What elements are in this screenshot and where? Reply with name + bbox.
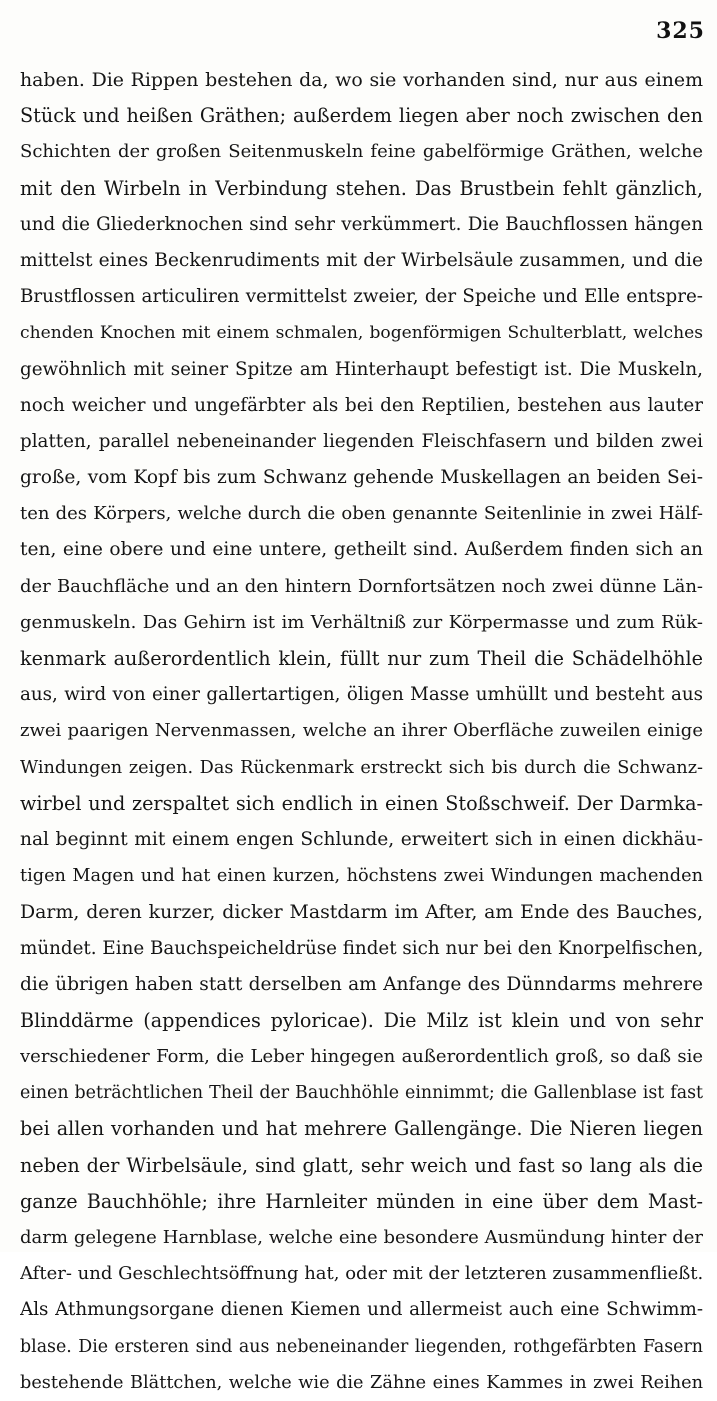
text-line: zwei paarigen Nervenmassen, welche an ihrer Oberfläche zuweilen einige (20, 720, 703, 742)
text-line: noch weicher und ungefärbter als bei den Reptilien, bestehen aus lauter (20, 394, 703, 416)
text-line: blase. Die ersteren sind aus nebeneinander liegenden, rothgefärbten Fasern (20, 1336, 703, 1357)
text-line: der Bauchfläche und an den hintern Dornfortsätzen noch zwei dünne Län- (20, 575, 703, 597)
text-line: wirbel und zerspaltet sich endlich in einen Stoßschweif. Der Darmka- (20, 791, 703, 815)
text-line: platten, parallel nebeneinander liegenden Fleischfasern und bilden zwei (20, 430, 703, 452)
text-line: bei allen vorhanden und hat mehrere Gallengänge. Die Nieren liegen (20, 1117, 703, 1141)
text-line: ganze Bauchhöhle; ihre Harnleiter münden in eine über dem Mast- (20, 1189, 703, 1213)
text-line: Blinddärme (appendices pyloricae). Die Milz ist klein und von sehr (20, 1008, 703, 1032)
text-line: und die Gliederknochen sind sehr verkümmert. Die Bauchflossen hängen (20, 213, 703, 235)
text-line: mittelst eines Beckenrudiments mit der Wirbelsäule zusammen, und die (20, 249, 703, 271)
text-line: mündet. Eine Bauchspeicheldrüse findet sich nur bei den Knorpelfischen, (20, 937, 703, 959)
text-line: verschiedener Form, die Leber hingegen außerordentlich groß, so daß sie (20, 1046, 703, 1068)
text-line: neben der Wirbelsäule, sind glatt, sehr weich und fast so lang als die (20, 1153, 703, 1177)
text-line: After- und Geschlechtsöffnung hat, oder mit der letzteren zusammenfließt. (20, 1263, 703, 1285)
text-line: bestehende Blättchen, welche wie die Zähne eines Kammes in zwei Reihen (20, 1372, 703, 1393)
text-line: mit den Wirbeln in Verbindung stehen. Das Brustbein fehlt gänzlich, (20, 176, 703, 200)
text-line: Stück und heißen Gräthen; außerdem liegen aber noch zwischen den (20, 104, 703, 128)
text-line: Darm, deren kurzer, dicker Mastdarm im After, am Ende des Bauches, (20, 901, 703, 924)
body-text (20, 62, 703, 1401)
text-line: Windungen zeigen. Das Rückenmark erstreckt sich bis durch die Schwanz- (20, 757, 703, 778)
text-line: chenden Knochen mit einem schmalen, bogenförmigen Schulterblatt, welches (20, 323, 703, 344)
text-line: die übrigen haben statt derselben am Anfange des Dünndarms mehrere (20, 973, 703, 995)
text-line: tigen Magen und hat einen kurzen, höchstens zwei Windungen machenden (20, 866, 703, 887)
text-line: ten des Körpers, welche durch die oben genannte Seitenlinie in zwei Hälf- (20, 503, 703, 525)
text-line: haben. Die Rippen bestehen da, wo sie vorhanden sind, nur aus einem (20, 69, 703, 91)
text-line: Brustflossen articuliren vermittelst zweier, der Speiche und Elle entspre- (20, 286, 703, 308)
text-line: nal beginnt mit einem engen Schlunde, erweitert sich in einen dickhäu- (20, 828, 703, 850)
text-line: große, vom Kopf bis zum Schwanz gehende Muskellagen an beiden Sei- (20, 467, 703, 489)
text-line: Als Athmungsorgane dienen Kiemen und allermeist auch eine Schwimm- (20, 1299, 703, 1321)
text-line: ten, eine obere und eine untere, getheilt sind. Außerdem finden sich an (20, 539, 703, 561)
text-line: darm gelegene Harnblase, welche eine besondere Ausmündung hinter der (20, 1227, 703, 1248)
text-line: Schichten der großen Seitenmuskeln feine gabelförmige Gräthen, welche (20, 141, 703, 163)
text-line: aus, wird von einer gallertartigen, öligen Masse umhüllt und besteht aus (20, 684, 703, 706)
text-line: genmuskeln. Das Gehirn ist im Verhältniß zur Körpermasse und zum Rük- (20, 611, 703, 633)
page-number: 325 (656, 18, 705, 44)
text-line: kenmark außerordentlich klein, füllt nur zum Theil die Schädelhöhle (20, 647, 703, 670)
text-line: einen beträchtlichen Theil der Bauchhöhle einnimmt; die Gallenblase ist fast (20, 1083, 703, 1104)
text-line: gewöhnlich mit seiner Spitze am Hinterhaupt befestigt ist. Die Muskeln, (20, 358, 703, 380)
